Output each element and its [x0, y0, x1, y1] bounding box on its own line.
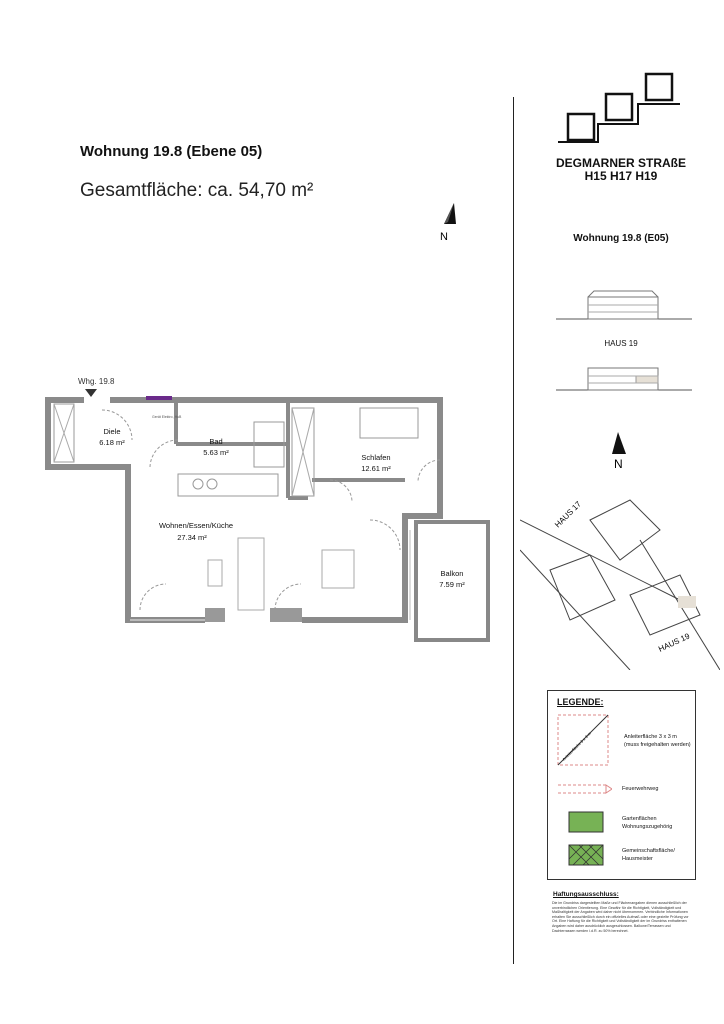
- project-logo: [556, 70, 686, 148]
- unit-marker-label: Whg. 19.8: [78, 377, 115, 386]
- room-name-wohnen: Wohnen/Essen/Küche: [158, 521, 234, 530]
- fire-lane-icon: [556, 781, 612, 797]
- legend-box: [547, 690, 696, 880]
- legend-label-fire-lane: Feuerwehrweg: [622, 786, 659, 792]
- room-area-diele: 6.18 m²: [99, 438, 125, 447]
- disclaimer-text: Die im Grundriss dargestellten Maße und Flächenangaben dienen ausschließlich der unverbindlichen Orientierung. Eine Gewähr für die Richtigkeit, Vollständigkeit und Maßhaltigkeit der Angaben wird daher nicht übernommen. Verbindliche Informationen erhalten Sie ausschließlich durch ein offizielles Aufmaß oder eine gezielte Prüfung vor Ort. Eine Haftung für die Richtigkeit und Vollständigkeit der im Grundriss enthaltenen Angaben wird daher ausdrücklich ausgeschlossen. Balkone/Terrassen und Dachterrassen werden i.d.R. zu 50% berechnet.: [552, 901, 689, 933]
- site-plan: [520, 480, 720, 670]
- site-north-label: N: [614, 457, 623, 471]
- building-elevation: [556, 285, 692, 325]
- unit-highlight: [636, 376, 658, 383]
- legend-label-atelier: Anleiterfläche 3 x 3 m: [624, 734, 677, 740]
- room-name-diele: Diele: [103, 427, 121, 436]
- room-area-bad: 5.63 m²: [203, 448, 229, 457]
- page-divider: [513, 97, 514, 964]
- building-section: [556, 360, 692, 396]
- north-arrow-icon: [436, 200, 462, 246]
- atelier-area-icon: [556, 713, 612, 769]
- entry-marker-icon: [85, 389, 97, 397]
- room-name-balkon: Balkon: [440, 569, 464, 578]
- haus-label: HAUS 19: [604, 339, 638, 348]
- site-label-haus19: HAUS 19: [657, 631, 692, 654]
- legend-title: LEGENDE:: [557, 697, 604, 707]
- legend-sublabel-garden: Wohnungszugehörig: [622, 824, 673, 830]
- floor-plan: [40, 370, 500, 660]
- sidebar-unit-label: Wohnung 19.8 (E05): [573, 233, 669, 244]
- legend-sublabel-common: Hausmeister: [622, 856, 653, 862]
- site-north-icon: [606, 430, 636, 474]
- fixture-label: Gerät Elektro, HuB: [152, 415, 182, 419]
- room-name-schlafen: Schlafen: [361, 453, 391, 462]
- project-name-line2: H15 H17 H19: [584, 169, 658, 183]
- site-unit-highlight: [678, 596, 696, 608]
- project-name-line1: DEGMARNER STRAßE: [556, 156, 687, 170]
- legend-sublabel-atelier: (muss freigehalten werden): [624, 742, 691, 748]
- legend-label-common: Gemeinschaftsfläche/: [622, 848, 675, 854]
- unit-title: Wohnung 19.8 (Ebene 05): [80, 143, 263, 160]
- room-area-wohnen: 27.34 m²: [177, 533, 207, 542]
- common-area-icon: [568, 844, 604, 866]
- site-label-haus17: HAUS 17: [553, 499, 584, 530]
- room-area-schlafen: 12.61 m²: [361, 464, 391, 473]
- north-label: N: [440, 231, 448, 243]
- total-area: Gesamtfläche: ca. 54,70 m²: [80, 180, 314, 201]
- room-area-balkon: 7.59 m²: [439, 580, 465, 589]
- room-name-bad: Bad: [209, 437, 223, 446]
- garden-icon: [568, 811, 604, 833]
- svg-text:Anleiterfläche 3 x 3 m: Anleiterfläche 3 x 3 m: [561, 730, 592, 762]
- disclaimer-title: Haftungsausschluss:: [553, 891, 619, 898]
- project-name: [556, 157, 686, 183]
- legend-label-garden: Gartenflächen: [622, 816, 657, 822]
